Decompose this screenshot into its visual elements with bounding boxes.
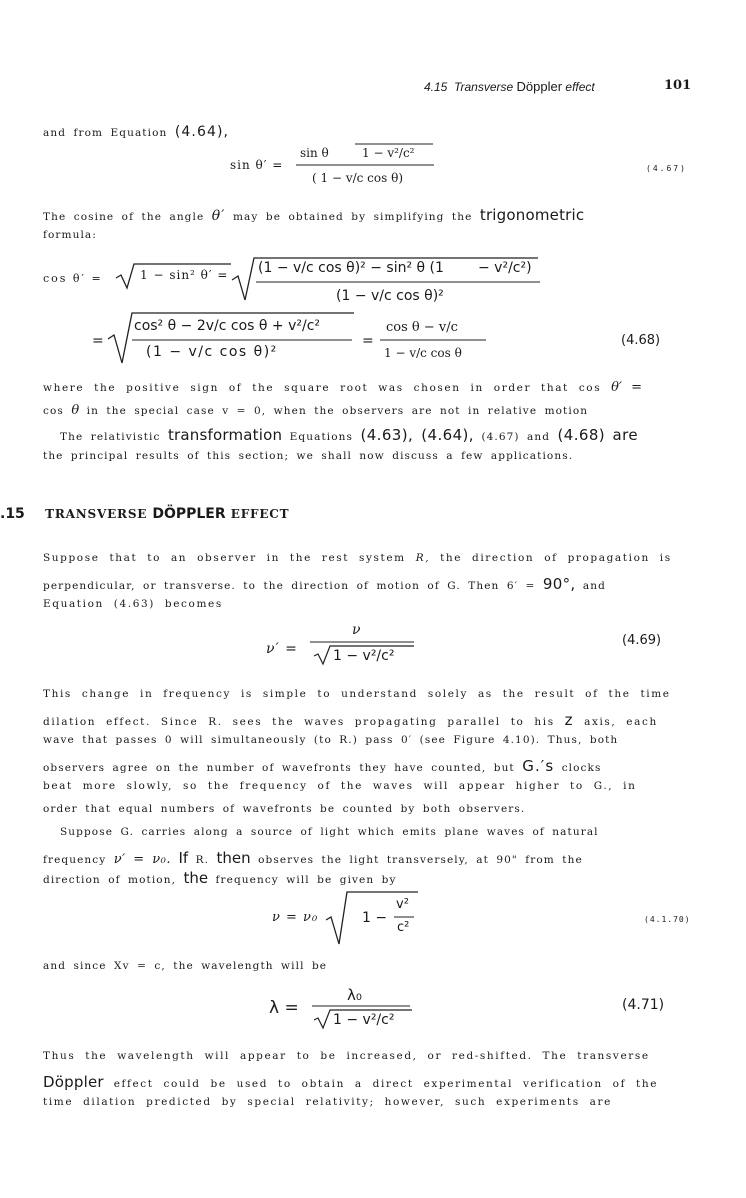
- text-line: and since Xv = c, the wavelength will be: [43, 960, 328, 972]
- text-line: frequency ν′ = ν₀. If R. then observes the light transversely, at 90" from the: [43, 849, 583, 867]
- eq-4-70-num: v²: [396, 897, 409, 912]
- sqrt-bar: [355, 143, 435, 147]
- eq-4-70-lhs: ν = ν₀: [272, 910, 319, 925]
- cos-eq-r1: 1 − sin² θ′ =: [140, 268, 229, 282]
- text-line: direction of motion, the frequency will be given by: [43, 869, 397, 887]
- text-line: observers agree on the number of wavefronts they have counted, but G.′s clocks: [43, 757, 602, 775]
- eq-4-68-eq: =: [92, 333, 104, 349]
- text-line: The cosine of the angle θ′ may be obtained by simplifying the trigonometric: [43, 206, 585, 224]
- eq-4-69-num: ν: [352, 622, 361, 638]
- eq-4-68-eq2: =: [362, 333, 374, 349]
- fraction-bar: [256, 281, 546, 285]
- text-line: cos θ in the special case v = 0, when the observers are not in relative motion: [43, 403, 589, 418]
- eq-4-68-den2: 1 − v/c cos θ: [384, 346, 462, 360]
- eq-4-68-num2: cos θ − v/c: [386, 320, 458, 335]
- text-line: order that equal numbers of wavefronts be counted by both observers.: [43, 803, 526, 815]
- text-line: and from Equation (4.64),: [43, 124, 230, 140]
- text-line: Suppose that to an observer in the rest system R, the direction of propagation is: [43, 552, 672, 564]
- eq-4-68-num: cos² θ − 2v/c cos θ + v²/c²: [134, 318, 320, 334]
- text-line: This change in frequency is simple to understand solely as the result of the time: [43, 688, 671, 700]
- text-line: Thus the wavelength will appear to be increased, or red-shifted. The transverse: [43, 1050, 650, 1062]
- section-heading: .15 TRANSVERSE DÖPPLER EFFECT: [0, 506, 290, 522]
- eq-4-68-den: (1 − v/c cos θ)²: [146, 344, 278, 360]
- eq-4-68-number: (4.68): [621, 333, 661, 348]
- eq-4-67-den: ( 1 − v/c cos θ): [312, 171, 403, 185]
- eq-4-69-den: 1 − v²/c²: [333, 648, 395, 664]
- eq-4-71-number: (4.71): [622, 997, 665, 1013]
- text-line: the principal results of this section; we shall now discuss a few applications.: [43, 450, 574, 462]
- eq-4-67-number: (4.67): [646, 164, 687, 173]
- eq-4-69-number: (4.69): [622, 633, 662, 648]
- text-line: beat more slowly, so the frequency of the waves will appear higher to G., in: [43, 780, 637, 792]
- eq-4-67-num-a: sin θ: [300, 146, 329, 160]
- eq-4-70-one: 1 −: [362, 910, 388, 926]
- text-line: time dilation predicted by special relativity; however, such experiments are: [43, 1096, 612, 1108]
- fraction-bar: [132, 339, 356, 343]
- text-line: wave that passes 0 will simultaneously (to R.) pass 0′ (see Figure 4.10). Thus, both: [43, 734, 619, 746]
- cos-eq-num-b: − v²/c²): [478, 260, 532, 276]
- text-line: The relativistic transformation Equations (4.63), (4.64), (4.67) and (4.68) are: [60, 426, 638, 444]
- eq-4-71-num: λ₀: [347, 986, 362, 1004]
- text-line: Döppler effect could be used to obtain a direct experimental verification of the: [43, 1073, 659, 1091]
- fraction-bar: [380, 339, 490, 343]
- eq-4-70-den: c²: [397, 920, 410, 935]
- text-line: Equation (4.63) becomes: [43, 598, 223, 610]
- cos-eq-den: (1 − v/c cos θ)²: [336, 288, 444, 304]
- eq-4-67-lhs: sin θ′ =: [230, 158, 284, 172]
- page-number: 101: [664, 78, 692, 93]
- text-line: where the positive sign of the square root was chosen in order that cos θ′ =: [43, 380, 642, 395]
- eq-4-67-num-b: 1 − v²/c²: [362, 146, 415, 160]
- eq-4-70-number: (4.1.70): [644, 915, 691, 924]
- eq-4-69-lhs: ν′ =: [266, 641, 298, 657]
- cos-eq-num-a: (1 − v/c cos θ)² − sin² θ (1: [258, 260, 444, 276]
- text-line: formula:: [43, 229, 97, 241]
- eq-4-71-lhs: λ =: [269, 998, 299, 1018]
- text-line: Suppose G. carries along a source of light which emits plane waves of natural: [60, 826, 599, 838]
- text-line: dilation effect. Since R. sees the waves propagating parallel to his z axis, each: [43, 711, 658, 729]
- eq-4-71-den: 1 − v²/c²: [333, 1012, 395, 1028]
- fraction-bar: [296, 164, 436, 168]
- cos-eq-lhs: cos θ′ =: [43, 272, 103, 285]
- running-title: 4.15 Transverse Döppler effect: [424, 79, 595, 94]
- text-line: perpendicular, or transverse. to the direction of motion of G. Then 6′ = 90°, and: [43, 575, 606, 593]
